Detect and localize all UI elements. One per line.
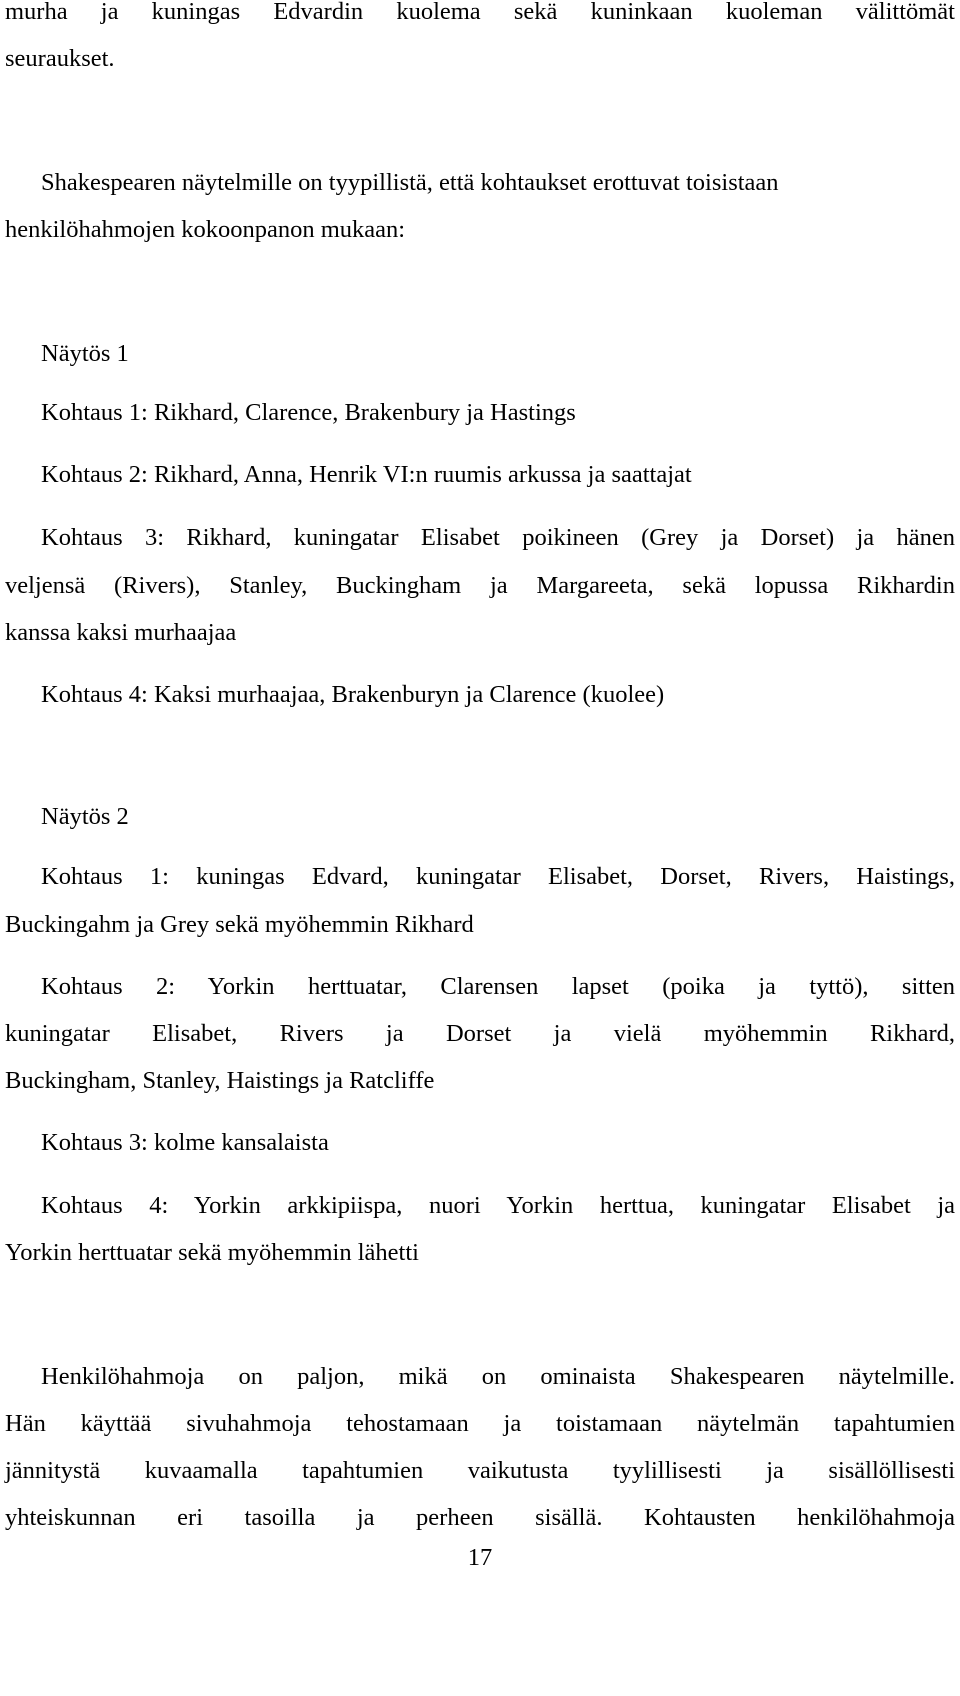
paragraph-characters-line-1: Henkilöhahmoja on paljon, mikä on ominaista Shakespearen näytelmille. (41, 1363, 955, 1390)
act-2-scene-4-line-1: Kohtaus 4: Yorkin arkkipiispa, nuori Yorkin herttua, kuningatar Elisabet ja (41, 1192, 955, 1219)
act-1-scene-4: Kohtaus 4: Kaksi murhaajaa, Brakenburyn ja Clarence (kuolee) (41, 681, 665, 708)
act-1-scene-3-line-2: veljensä (Rivers), Stanley, Buckingham ja Margareeta, sekä lopussa Rikhardin (5, 572, 955, 599)
act-2-scene-2-line-1: Kohtaus 2: Yorkin herttuatar, Clarensen lapset (poika ja tyttö), sitten (41, 973, 955, 1000)
paragraph-shakespeare-line-2: henkilöhahmojen kokoonpanon mukaan: (5, 216, 406, 243)
act-2-scene-4-line-2: Yorkin herttuatar sekä myöhemmin lähetti (5, 1239, 419, 1266)
act-2-scene-2-line-3: Buckingham, Stanley, Haistings ja Ratcliffe (5, 1067, 435, 1094)
act-1-scene-3-line-1: Kohtaus 3: Rikhard, kuningatar Elisabet poikineen (Grey ja Dorset) ja hänen (41, 524, 955, 551)
act-1-scene-1: Kohtaus 1: Rikhard, Clarence, Brakenbury ja Hastings (41, 399, 576, 426)
paragraph-characters-line-2: Hän käyttää sivuhahmoja tehostamaan ja toistamaan näytelmän tapahtumien (5, 1410, 955, 1437)
act-1-scene-2: Kohtaus 2: Rikhard, Anna, Henrik VI:n ruumis arkussa ja saattajat (41, 461, 692, 488)
act-2-scene-1-line-2: Buckingahm ja Grey sekä myöhemmin Rikhard (5, 911, 474, 938)
paragraph-intro-line-2: seuraukset. (5, 45, 115, 72)
act-2-scene-3: Kohtaus 3: kolme kansalaista (41, 1129, 329, 1156)
act-1-heading: Näytös 1 (41, 340, 129, 367)
act-2-scene-2-line-2: kuningatar Elisabet, Rivers ja Dorset ja vielä myöhemmin Rikhard, (5, 1020, 955, 1047)
paragraph-intro-line-1: murha ja kuningas Edvardin kuolema sekä kuninkaan kuoleman välittömät (5, 0, 955, 25)
act-1-scene-3-line-3: kanssa kaksi murhaajaa (5, 619, 237, 646)
paragraph-characters-line-3: jännitystä kuvaamalla tapahtumien vaikutusta tyylillisesti ja sisällöllisesti (5, 1457, 955, 1484)
paragraph-characters-line-4: yhteiskunnan eri tasoilla ja perheen sisällä. Kohtausten henkilöhahmoja (5, 1504, 955, 1531)
paragraph-shakespeare-line-1: Shakespearen näytelmille on tyypillistä, että kohtaukset erottuvat toisistaan (41, 169, 779, 196)
act-2-heading: Näytös 2 (41, 803, 129, 830)
page-number: 17 (467, 1544, 493, 1571)
act-2-scene-1-line-1: Kohtaus 1: kuningas Edvard, kuningatar Elisabet, Dorset, Rivers, Haistings, (41, 863, 955, 890)
